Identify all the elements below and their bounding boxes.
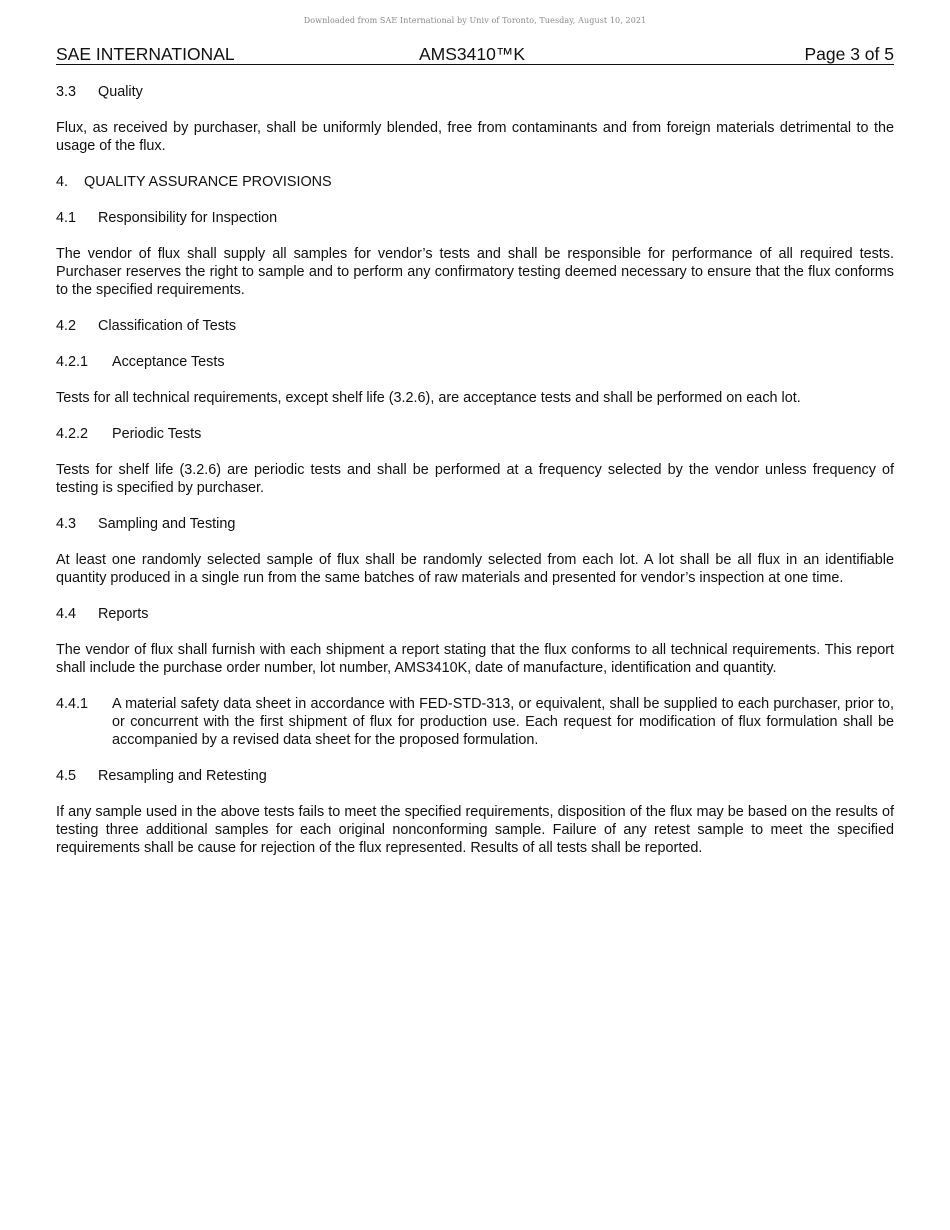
- paragraph-4-1: The vendor of flux shall supply all samples for vendor’s tests and shall be responsible for performance of all required tests. Purchaser reserves the right to sample and to perform any confirmatory testing deemed necessary to ensure that the flux conforms to the specified requirements.: [56, 246, 894, 298]
- section-title: Responsibility for Inspection: [98, 210, 278, 226]
- section-number: 4.4: [56, 606, 77, 622]
- section-title: Sampling and Testing: [98, 516, 236, 532]
- section-heading-4-2-1: [56, 353, 894, 371]
- section-heading-4-1: [56, 209, 894, 227]
- document-body: [56, 83, 894, 875]
- section-heading-4-4: [56, 605, 894, 623]
- paragraph-4-3: At least one randomly selected sample of flux shall be randomly selected from each lot. A lot shall be all flux in an identifiable quantity produced in a single run from the same batches of raw materials and presented for vendor’s inspection at one time.: [56, 552, 894, 586]
- section-number: 4.2: [56, 318, 77, 334]
- section-number: 3.3: [56, 84, 77, 100]
- paragraph-4-2-2: Tests for shelf life (3.2.6) are periodic tests and shall be performed at a frequency selected by the vendor unless frequency of testing is specified by purchaser.: [56, 462, 894, 496]
- download-watermark: Downloaded from SAE International by Univ of Toronto, Tuesday, August 10, 2021: [303, 16, 647, 25]
- section-number: 4.5: [56, 768, 77, 784]
- section-number: 4.2.2: [56, 426, 89, 442]
- page-header: [56, 44, 894, 65]
- section-title: Acceptance Tests: [112, 354, 225, 370]
- section-title: Periodic Tests: [112, 426, 202, 442]
- section-title: QUALITY ASSURANCE PROVISIONS: [84, 174, 332, 190]
- section-heading-4-2-2: [56, 425, 894, 443]
- section-number: 4.: [56, 174, 69, 190]
- section-heading-4-2: [56, 317, 894, 335]
- section-title: Classification of Tests: [98, 318, 237, 334]
- paragraph-4-5: If any sample used in the above tests fails to meet the specified requirements, disposition of the flux may be based on the results of testing three additional samples for each original nonconforming sample. Failure of any retest sample to meet the specified requirements shall be cause for rejection of the flux represented. Results of all tests shall be reported.: [56, 804, 894, 856]
- paragraph-3-3: Flux, as received by purchaser, shall be uniformly blended, free from contaminants and from foreign materials detrimental to the usage of the flux.: [56, 120, 894, 154]
- paragraph-4-4: The vendor of flux shall furnish with each shipment a report stating that the flux conforms to all technical requirements. This report shall include the purchase order number, lot number, AMS3410K, date of manufacture, identification and quantity.: [56, 642, 894, 676]
- section-title: Resampling and Retesting: [98, 768, 267, 784]
- section-number: 4.1: [56, 210, 77, 226]
- section-number: 4.4.1: [56, 696, 89, 712]
- section-number: 4.3: [56, 516, 77, 532]
- paragraph-4-2-1: Tests for all technical requirements, except shelf life (3.2.6), are acceptance tests and shall be performed on each lot.: [56, 390, 801, 406]
- section-heading-4-3: [56, 515, 894, 533]
- header-page-number: Page 3 of 5: [804, 44, 894, 64]
- section-number: 4.2.1: [56, 354, 89, 370]
- header-document-number: AMS3410™K: [419, 44, 526, 64]
- section-heading-3-3: [56, 83, 894, 101]
- section-heading-4-5: [56, 767, 894, 785]
- header-organization: SAE INTERNATIONAL: [56, 44, 235, 64]
- paragraph-4-4-1: [56, 695, 894, 749]
- section-title: Reports: [98, 606, 149, 622]
- paragraph-text: A material safety data sheet in accordance with FED-STD-313, or equivalent, shall be supplied to each purchaser, prior to, or concurrent with the first shipment of flux for production use. Each request for modification of flux formulation shall be accompanied by a revised data sheet for the proposed formulation.: [112, 696, 894, 748]
- section-title: Quality: [98, 84, 143, 100]
- section-heading-4: [56, 173, 894, 191]
